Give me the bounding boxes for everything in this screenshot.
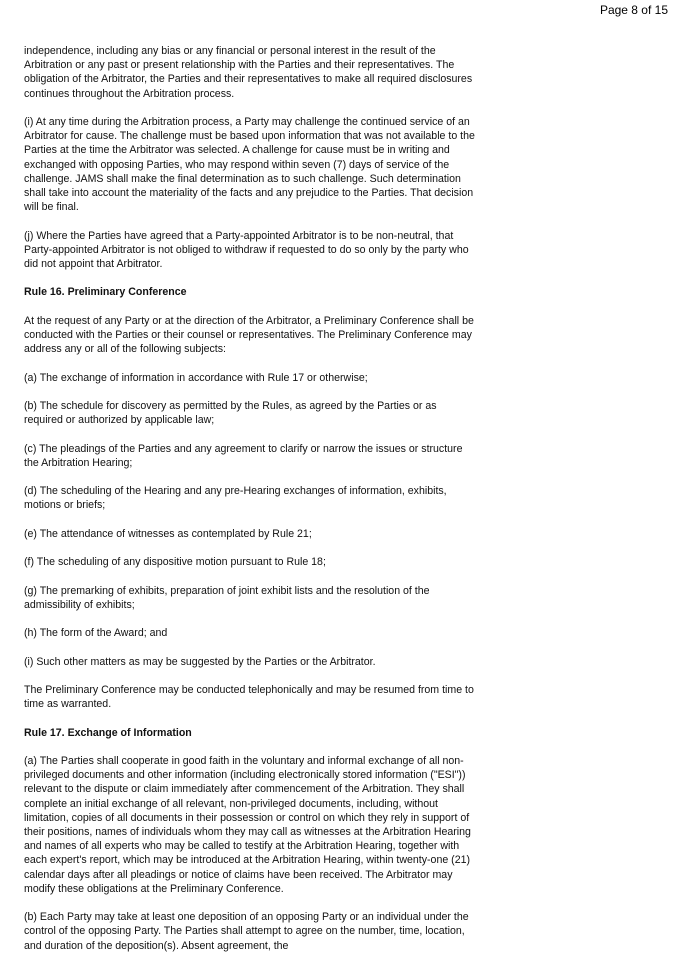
paragraph: (a) The exchange of information in accordance with Rule 17 or otherwise; [24,371,368,384]
paragraph: (b) Each Party may take at least one deposition of an opposing Party or an individual under the control of the opposing Party. The Parties shall attempt to agree on the number, time, location, and duration of the deposition(s). Absent agreement, the [24,911,469,952]
paragraph: The Preliminary Conference may be conducted telephonically and may be resumed from time to time as warranted. [24,683,474,711]
section-heading: Rule 17. Exchange of Information [24,726,192,739]
paragraph: (h) The form of the Award; and [24,627,168,640]
paragraph: (d) The scheduling of the Hearing and any pre-Hearing exchanges of information, exhibits, motions or briefs; [24,485,447,512]
paragraph: independence, including any bias or any financial or personal interest in the result of the Arbitration or any past or present relationship with the Parties and their representatives. The obligation of the Arbitrator, the Parties and their representatives to make all required disclosures continues throughout the Arbitration process. [24,45,473,100]
paragraph: (a) The Parties shall cooperate in good faith in the voluntary and informal exchange of all non-privileged documents and other information (including electronically stored information ("ESI")) relevant to the dispute or claim immediately after commencement of the Arbitration. They shall complete an initial exchange of all relevant, non-privileged documents, including, without limitation, copies of all documents in their possession or control on which they rely in support of their positions, names of individuals whom they may call as witnesses at the Arbitration Hearing and names of all experts who may be called to testify at the Arbitration Hearing, together with each expert's report, which may be introduced at the Arbitration Hearing, within twenty-one (21) calendar days after all pleadings or notice of claims have been received. The Arbitrator may modify these obligations at the Preliminary Conference. [24,754,471,895]
page-number: Page 8 of 15 [599,3,668,17]
section-heading: Rule 16. Preliminary Conference [24,286,187,299]
paragraph: (c) The pleadings of the Parties and any agreement to clarify or narrow the issues or structure the Arbitration Hearing; [24,442,463,469]
document-body [24,44,476,967]
paragraph: (b) The schedule for discovery as permitted by the Rules, as agreed by the Parties or as required or authorized by applicable law; [24,399,437,427]
paragraph: (g) The premarking of exhibits, preparation of joint exhibit lists and the resolution of the admissibility of exhibits; [24,584,430,611]
paragraph: (j) Where the Parties have agreed that a Party-appointed Arbitrator is to be non-neutral, that Party-appointed Arbitrator is not obliged to withdraw if requested to do so only by the party who did not appoint that Arbitrator. [24,229,469,271]
paragraph: (f) The scheduling of any dispositive motion pursuant to Rule 18; [24,556,326,569]
paragraph: (i) At any time during the Arbitration process, a Party may challenge the continued service of an Arbitrator for cause. The challenge must be based upon information that was not available to the Parties at the time the Arbitrator was selected. A challenge for cause must be in writing and exchanged with opposing Parties, who may respond within seven (7) days of service of the challenge. JAMS shall make the final determination as to such challenge. Such determination shall take into account the materiality of the facts and any prejudice to the Parties. That decision will be final. [24,116,475,214]
paragraph: (i) Such other matters as may be suggested by the Parties or the Arbitrator. [24,655,376,668]
paragraph: At the request of any Party or at the direction of the Arbitrator, a Preliminary Conference shall be conducted with the Parties or their counsel or representatives. The Preliminary Conference may address any or all of the following subjects: [24,314,474,356]
paragraph: (e) The attendance of witnesses as contemplated by Rule 21; [24,527,312,540]
